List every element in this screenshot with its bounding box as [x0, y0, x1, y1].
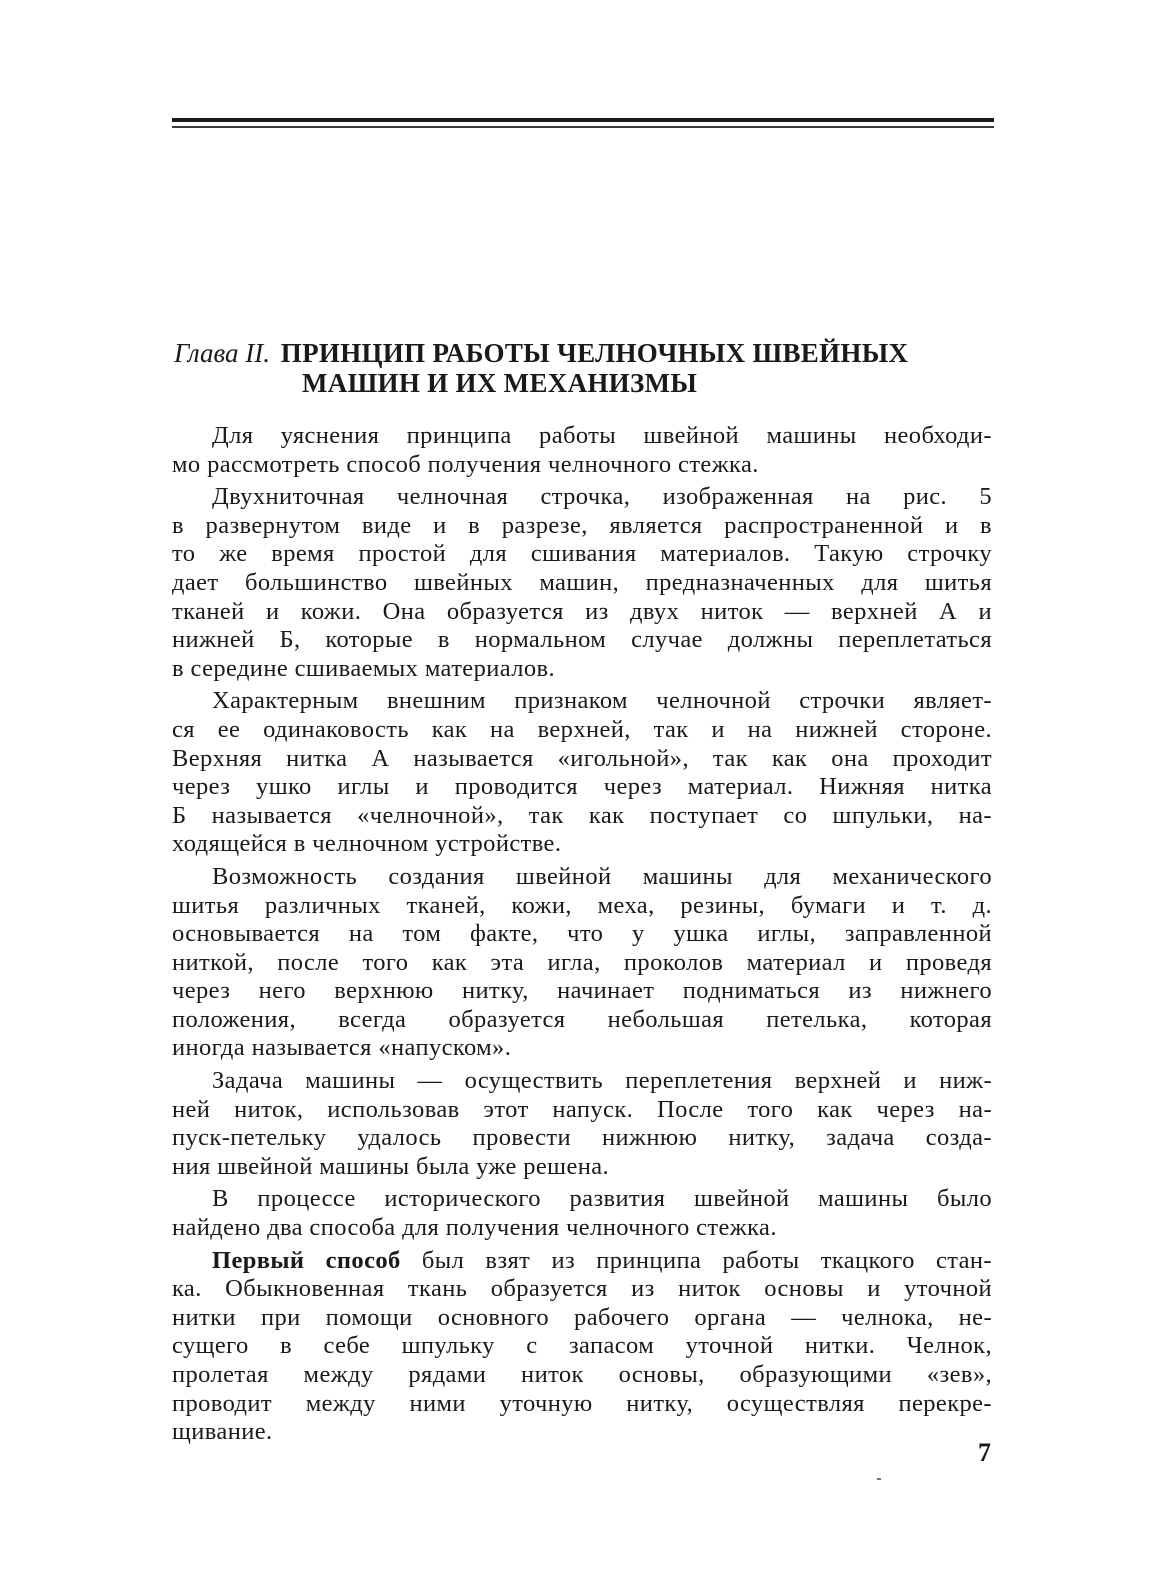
- header-rule-thin: [172, 126, 994, 128]
- text-line: иногда называется «напуском».: [172, 1034, 512, 1062]
- paragraph-5: [172, 1067, 992, 1181]
- chapter-label: Глава II.: [174, 338, 271, 368]
- header-rule-thick: [172, 118, 994, 122]
- paragraph-4: [172, 863, 992, 1063]
- text-line: найдено два способа для получения челночного стежка.: [172, 1214, 777, 1242]
- chapter-heading: [174, 338, 994, 398]
- text-line: Задача машины — осуществить переплетения верхней и ниж-: [212, 1067, 992, 1095]
- text-line-lead: [172, 1247, 992, 1276]
- text-line: Возможность создания швейной машины для механического: [212, 862, 992, 890]
- text-line: ния швейной машины была уже решена.: [172, 1152, 610, 1180]
- text-line: щивание.: [172, 1418, 273, 1446]
- text-line: в середине сшиваемых материалов.: [172, 654, 555, 682]
- paragraph-3: [172, 687, 992, 859]
- text-line: дает большинство швейных машин, предназначенных для шитья: [172, 568, 992, 596]
- text-line: сущего в себе шпульку с запасом уточной нитки. Челнок,: [172, 1332, 992, 1360]
- text-line: Двухниточная челночная строчка, изображенная на рис. 5: [212, 483, 992, 511]
- text-line: Для уяснения принципа работы швейной машины необходи-: [212, 422, 992, 449]
- text-line: нижней Б, которые в нормальном случае должны переплетаться: [172, 626, 992, 654]
- text-line: Б называется «челночной», так как поступает со шпульки, на-: [172, 801, 992, 829]
- paragraph-1: [172, 422, 992, 479]
- paragraph-7: [172, 1247, 992, 1447]
- bold-lead: Первый способ: [212, 1246, 401, 1274]
- text-line: Характерным внешним признаком челночной строчки являет-: [212, 687, 992, 715]
- page-number: 7: [978, 1438, 991, 1467]
- header-rule: [172, 118, 994, 132]
- paragraph-6: [172, 1185, 992, 1242]
- paragraph-2: [172, 483, 992, 683]
- text-line-rest: был взят из принципа работы ткацкого стан-: [400, 1246, 992, 1274]
- text-line: в развернутом виде и в разрезе, является распространенной и в: [172, 511, 992, 539]
- text-line: ниткой, после того как эта игла, проколов материал и проведя: [172, 948, 992, 976]
- text-line: ней ниток, использовав этот напуск. После того как через на-: [172, 1095, 992, 1123]
- text-line: ка. Обыкновенная ткань образуется из ниток основы и уточной: [172, 1275, 992, 1303]
- text-line: мо рассмотреть способ получения челночного стежка.: [172, 450, 759, 478]
- text-line: тканей и кожи. Она образуется из двух ниток — верхней А и: [172, 597, 992, 625]
- text-line: положения, всегда образуется небольшая петелька, которая: [172, 1005, 992, 1033]
- text-line: то же время простой для сшивания материалов. Такую строчку: [172, 540, 992, 568]
- text-line: ся ее одинаковость как на верхней, так и на нижней стороне.: [172, 715, 992, 743]
- text-line: пуск-петельку удалось провести нижнюю нитку, задача созда-: [172, 1124, 992, 1152]
- text-line: через него верхнюю нитку, начинает подниматься из нижнего: [172, 977, 992, 1005]
- body-text: [172, 422, 992, 1451]
- chapter-title-line2: МАШИН И ИХ МЕХАНИЗМЫ: [302, 368, 698, 398]
- text-line: Верхняя нитка А называется «игольной», так как она проходит: [172, 744, 992, 772]
- text-line: ходящейся в челночном устройстве.: [172, 830, 562, 858]
- text-line: проводит между ними уточную нитку, осуществляя перекре-: [172, 1389, 992, 1417]
- text-line: основывается на том факте, что у ушка иглы, заправленной: [172, 920, 992, 948]
- text-line: пролетая между рядами ниток основы, образующими «зев»,: [172, 1361, 992, 1388]
- chapter-title-line1: ПРИНЦИП РАБОТЫ ЧЕЛНОЧНЫХ ШВЕЙНЫХ: [280, 338, 909, 368]
- print-speck: [877, 1478, 881, 1480]
- text-line: нитки при помощи основного рабочего органа — челнока, не-: [172, 1303, 992, 1331]
- text-line: В процессе исторического развития швейной машины было: [212, 1185, 992, 1213]
- text-line: шитья различных тканей, кожи, меха, резины, бумаги и т. д.: [172, 891, 992, 919]
- text-line: через ушко иглы и проводится через материал. Нижняя нитка: [172, 773, 992, 801]
